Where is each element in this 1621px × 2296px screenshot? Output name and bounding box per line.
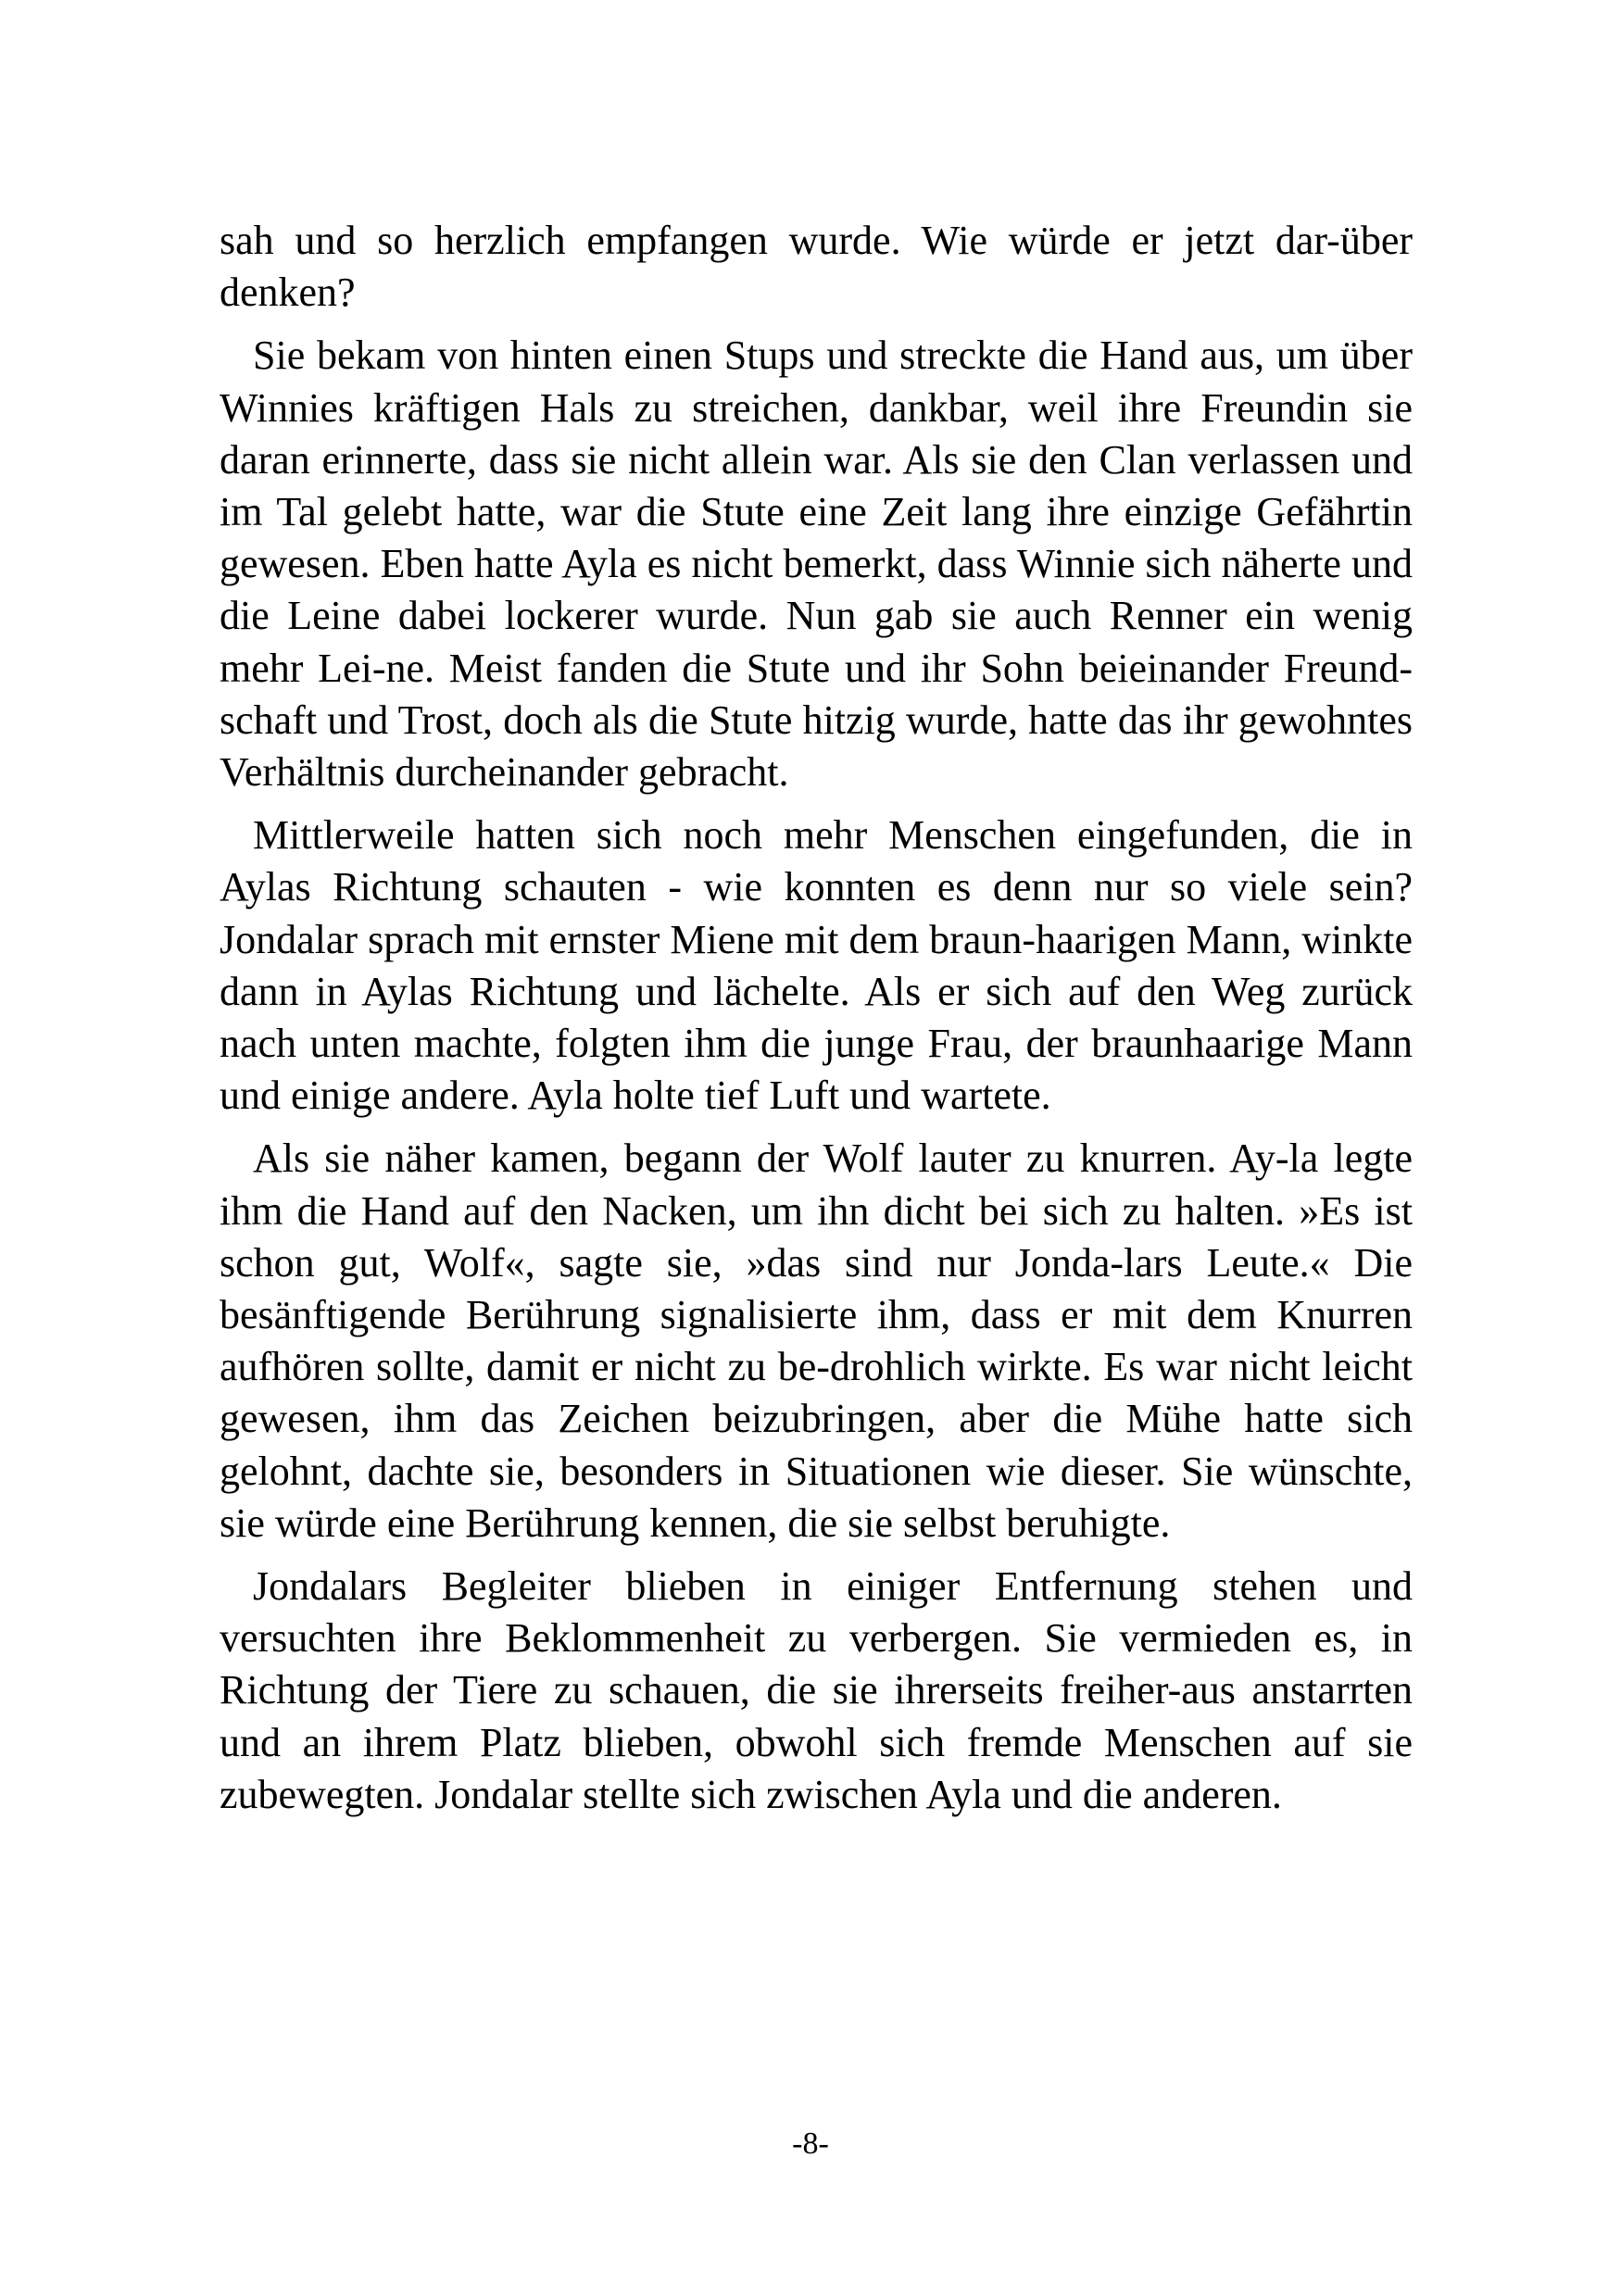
page-number: -8- (792, 2127, 829, 2161)
paragraph-1: sah und so herzlich empfangen wurde. Wie würde er jetzt dar-über denken? (220, 218, 1413, 316)
paragraph-3: Mittlerweile hatten sich noch mehr Menschen eingefunden, die in Aylas Richtung schauten - wie konnten es denn nur so viele sein? Jondalar sprach mit ernster Miene mit dem braun-haarigen Mann, winkte dann in Aylas Richtung und lächelte. Als er sich auf den Weg zurück nach unten machte, folgten ihm die junge Frau, der braunhaarige Mann und einige andere. Ayla holte tief Luft und wartete. (220, 812, 1413, 1119)
body-text (220, 215, 1413, 1832)
paragraph-5: Jondalars Begleiter blieben in einiger Entfernung stehen und versuchten ihre Beklommenheit zu verbergen. Sie vermieden es, in Richtung der Tiere zu schauen, die sie ihrerseits freiher-aus anstarrten und an ihrem Platz blieben, obwohl sich fremde Menschen auf sie zubewegten. Jondalar stellte sich zwischen Ayla und die anderen. (220, 1563, 1413, 1817)
paragraph-2: Sie bekam von hinten einen Stups und streckte die Hand aus, um über Winnies kräftigen Hals zu streichen, dankbar, weil ihre Freundin sie daran erinnerte, dass sie nicht allein war. Als sie den Clan verlassen und im Tal gelebt hatte, war die Stute eine Zeit lang ihre einzige Gefährtin gewesen. Eben hatte Ayla es nicht bemerkt, dass Winnie sich näherte und die Leine dabei lockerer wurde. Nun gab sie auch Renner ein wenig mehr Lei-ne. Meist fanden die Stute und ihr Sohn beieinander Freund-schaft und Trost, doch als die Stute hitzig wurde, hatte das ihr gewohntes Verhältnis durcheinander gebracht. (220, 332, 1413, 796)
paragraph-4: Als sie näher kamen, begann der Wolf lauter zu knurren. Ay-la legte ihm die Hand auf den Nacken, um ihn dicht bei sich zu halten. »Es ist schon gut, Wolf«, sagte sie, »das sind nur Jonda-lars Leute.« Die besänftigende Berührung signalisierte ihm, dass er mit dem Knurren aufhören sollte, damit er nicht zu be-drohlich wirkte. Es war nicht leicht gewesen, ihm das Zeichen beizubringen, aber die Mühe hatte sich gelohnt, dachte sie, besonders in Situationen wie dieser. Sie wünschte, sie würde eine Berührung kennen, die sie selbst beruhigte. (220, 1135, 1413, 1546)
